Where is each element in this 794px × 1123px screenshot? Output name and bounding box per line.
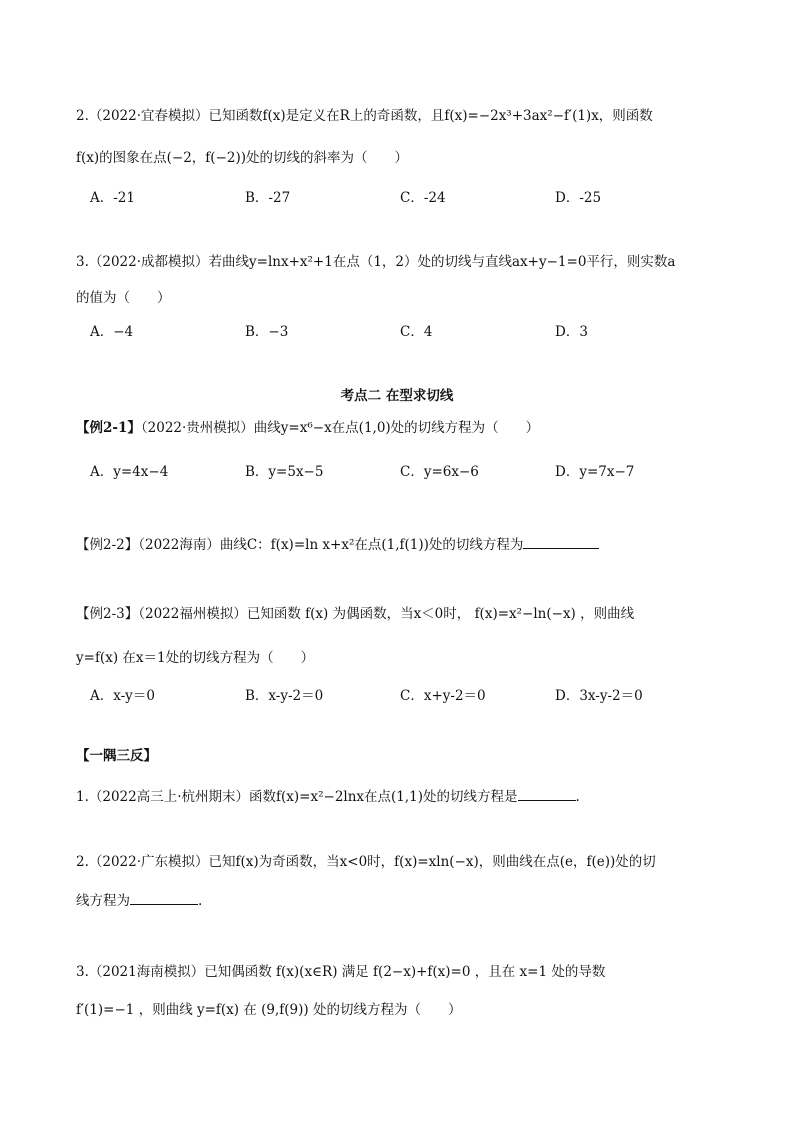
option-c: C．-24 (400, 190, 446, 206)
question-3-options (90, 320, 730, 340)
option-c: C．x+y-2＝0 (400, 688, 486, 704)
option-c: C．4 (400, 324, 433, 340)
option-a: A．x-y＝0 (90, 688, 155, 704)
example-text: （2022·贵州模拟）曲线y=x⁶−x在点(1,0)处的切线方程为（ ） (140, 420, 540, 436)
practice-heading: 【一隅三反】 (76, 748, 157, 764)
practice-3-line-1: 3.（2021海南模拟）已知偶函数 f(x)(x∈R) 满足 f(2−x)+f(x)=0 ，且在 x=1 处的导数 (76, 964, 606, 980)
practice-end: . (198, 893, 203, 909)
option-a: A．−4 (90, 324, 134, 340)
option-b: B．−3 (245, 324, 289, 340)
section-heading: 考点二 在型求切线 (340, 388, 454, 404)
answer-blank (518, 786, 576, 801)
option-a: A．y=4x−4 (90, 464, 169, 480)
example-tag: 【例2-1】 (76, 420, 141, 436)
option-d: D．3x-y-2＝0 (555, 688, 643, 704)
practice-end: . (575, 789, 580, 805)
answer-blank (523, 534, 599, 549)
option-d: D．-25 (555, 190, 602, 206)
question-3-line-1: 3.（2022·成都模拟）若曲线y=lnx+x²+1在点（1，2）处的切线与直线ax+y−1=0平行，则实数a (76, 254, 676, 270)
option-d: D．3 (555, 324, 588, 340)
question-2-line-2: f(x)的图象在点(−2，f(−2))处的切线的斜率为（ ） (76, 150, 409, 166)
option-a: A．-21 (90, 190, 135, 206)
practice-text: 线方程为 (76, 893, 130, 909)
option-c: C．y=6x−6 (400, 464, 479, 480)
example-2-3-line-2: y=f(x) 在x＝1处的切线方程为（ ） (76, 650, 315, 666)
option-d: D．y=7x−7 (555, 464, 635, 480)
option-b: B．-27 (245, 190, 291, 206)
question-2-options (90, 186, 730, 206)
option-b: B．y=5x−5 (245, 464, 324, 480)
practice-1 (76, 786, 580, 807)
question-3-line-2: 的值为（ ） (76, 290, 171, 306)
example-2-1-options (90, 460, 730, 480)
example-2-1 (76, 418, 539, 438)
example-2-3-line-1: 【例2-3】（2022福州模拟）已知函数 f(x) 为偶函数，当x＜0时， f(x)=x²−ln(−x) ，则曲线 (76, 606, 635, 622)
practice-text: 1.（2022高三上·杭州期末）函数f(x)=x²−2lnx在点(1,1)处的切线方程是 (76, 789, 518, 805)
answer-blank (130, 890, 198, 905)
practice-3-line-2: f′(1)=−1 ，则曲线 y=f(x) 在 (9,f(9)) 处的切线方程为（ ） (76, 1002, 462, 1018)
question-2-line-1: 2.（2022·宜春模拟）已知函数f(x)是定义在R上的奇函数，且f(x)=−2x³+3ax²−f′(1)x，则函数 (76, 108, 653, 124)
option-b: B．x-y-2＝0 (245, 688, 324, 704)
example-2-2 (76, 534, 599, 555)
practice-2-line-1: 2.（2022·广东模拟）已知f(x)为奇函数，当x<0时，f(x)=xln(−x)，则曲线在点(e，f(e))处的切 (76, 854, 656, 870)
practice-2-line-2 (76, 890, 202, 911)
example-2-3-options (90, 684, 730, 704)
example-text: 【例2-2】（2022海南）曲线C：f(x)=ln x+x²在点(1,f(1))处的切线方程为 (76, 537, 524, 553)
